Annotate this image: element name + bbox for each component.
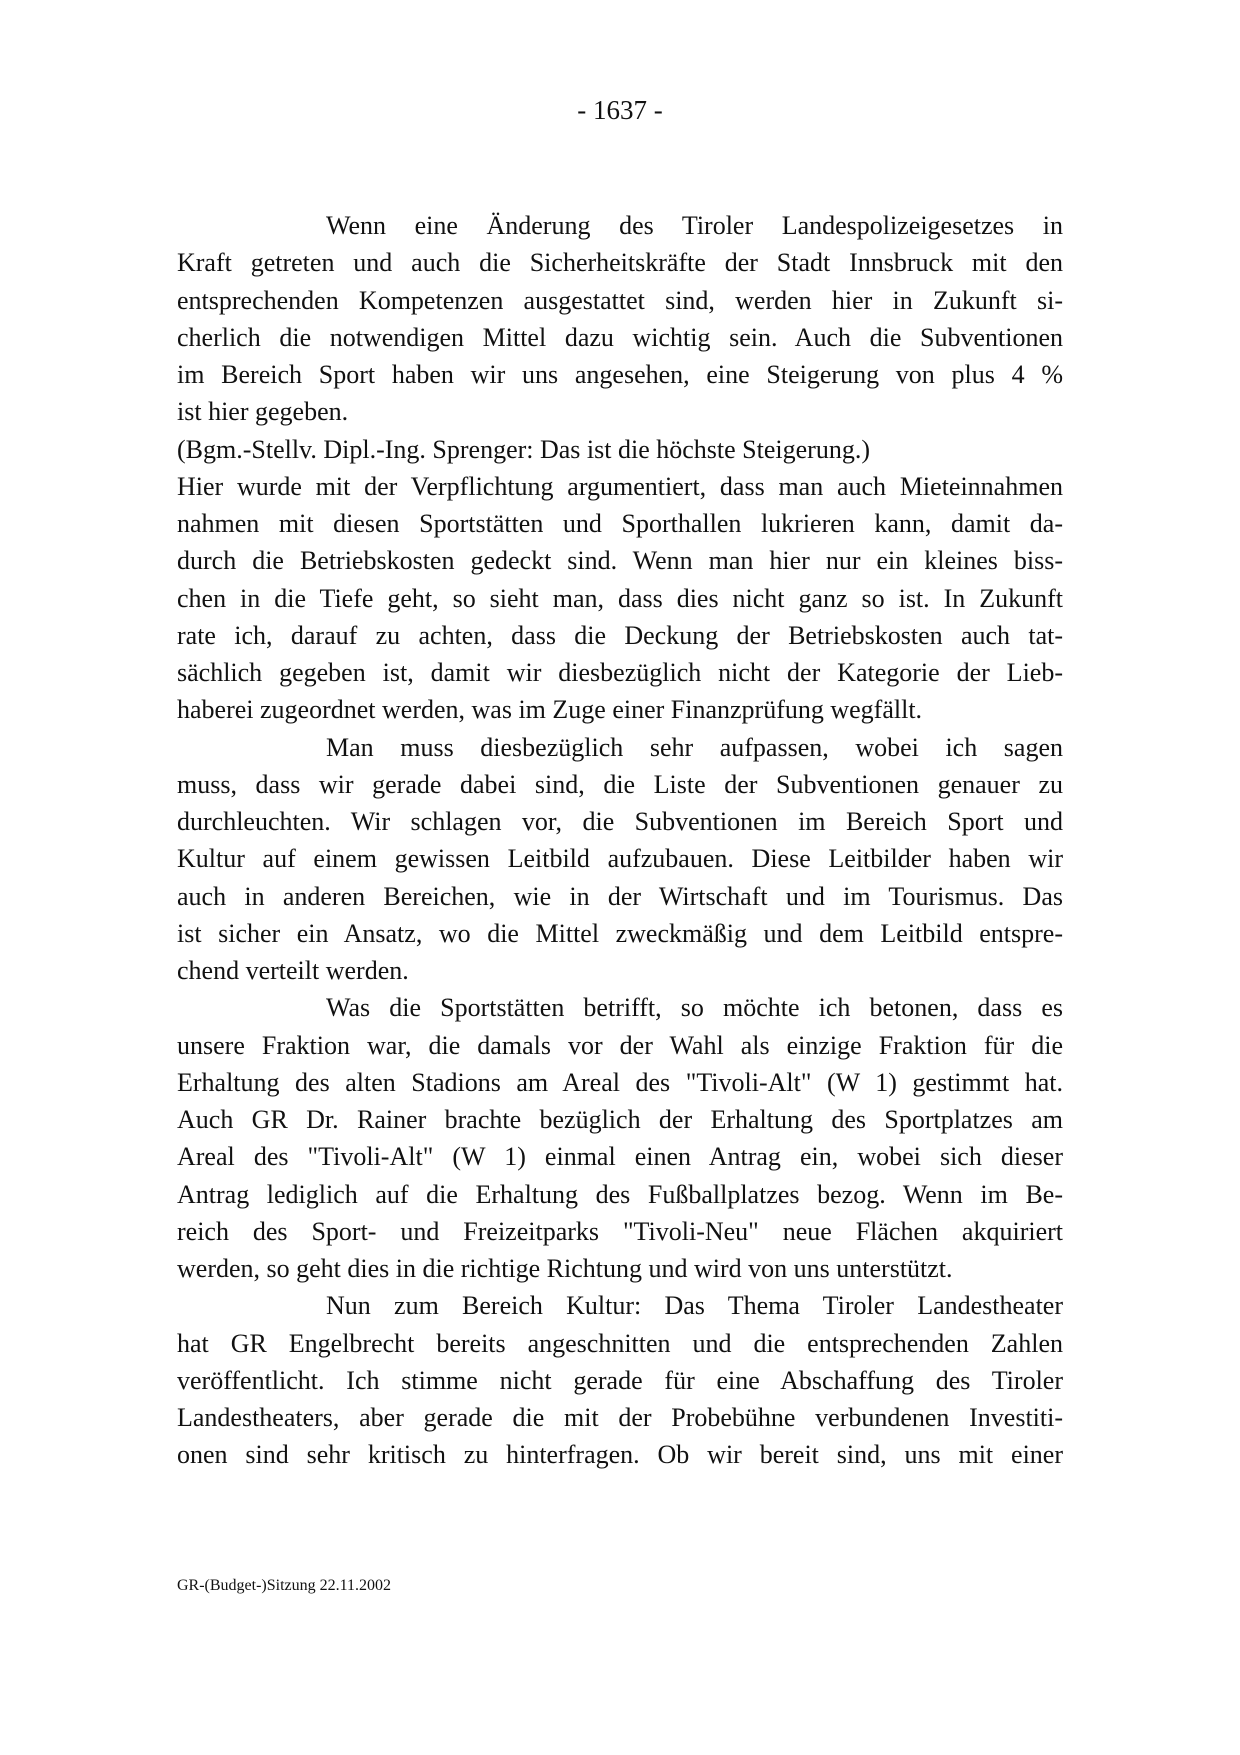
- text-line: sächlich gegeben ist, damit wir diesbezüglich nicht der Kategorie der Lieb-: [177, 658, 1063, 687]
- text-line: Hier wurde mit der Verpflichtung argumentiert, dass man auch Mieteinnahmen: [177, 471, 1063, 501]
- text-line: entsprechenden Kompetenzen ausgestattet sind, werden hier in Zukunft si-: [177, 285, 1063, 315]
- text-line: Kultur auf einem gewissen Leitbild aufzubauen. Diese Leitbilder haben wir: [177, 844, 1063, 874]
- text-line: nahmen mit diesen Sportstätten und Sporthallen lukrieren kann, damit da-: [177, 509, 1063, 538]
- text-line: muss, dass wir gerade dabei sind, die Liste der Subventionen genauer zu: [177, 769, 1063, 799]
- text-line: chend verteilt werden.: [177, 956, 409, 985]
- text-line: hat GR Engelbrecht bereits angeschnitten und die entsprechenden Zahlen: [177, 1328, 1063, 1358]
- text-line: veröffentlicht. Ich stimme nicht gerade für eine Abschaffung des Tiroler: [177, 1365, 1063, 1395]
- text-line: werden, so geht dies in die richtige Richtung und wird von uns unterstützt.: [177, 1254, 953, 1283]
- footer-session-info: GR-(Budget-)Sitzung 22.11.2002: [177, 1577, 392, 1594]
- text-line: Areal des "Tivoli-Alt" (W 1) einmal einen Antrag ein, wobei sich dieser: [177, 1142, 1063, 1172]
- text-line: rate ich, darauf zu achten, dass die Deckung der Betriebskosten auch tat-: [177, 620, 1063, 650]
- text-line: chen in die Tiefe geht, so sieht man, dass dies nicht ganz so ist. In Zukunft: [177, 583, 1063, 613]
- text-line: Kraft getreten und auch die Sicherheitskräfte der Stadt Innsbruck mit den: [177, 248, 1063, 278]
- text-line: unsere Fraktion war, die damals vor der Wahl als einzige Fraktion für die: [177, 1030, 1063, 1060]
- text-line: reich des Sport- und Freizeitparks "Tivoli-Neu" neue Flächen akquiriert: [177, 1216, 1063, 1246]
- text-line: Auch GR Dr. Rainer brachte bezüglich der Erhaltung des Sportplatzes am: [177, 1105, 1063, 1134]
- text-line: durchleuchten. Wir schlagen vor, die Subventionen im Bereich Sport und: [177, 807, 1063, 836]
- text-line: ist hier gegeben.: [177, 397, 349, 427]
- document-body: [177, 207, 1063, 1474]
- text-line: cherlich die notwendigen Mittel dazu wichtig sein. Auch die Subventionen: [177, 322, 1063, 352]
- text-line: Nun zum Bereich Kultur: Das Thema Tiroler Landestheater: [326, 1291, 1063, 1321]
- text-line: Man muss diesbezüglich sehr aufpassen, wobei ich sagen: [326, 732, 1063, 762]
- text-line: durch die Betriebskosten gedeckt sind. Wenn man hier nur ein kleines biss-: [177, 546, 1063, 576]
- text-line: ist sicher ein Ansatz, wo die Mittel zweckmäßig und dem Leitbild entspre-: [177, 918, 1063, 948]
- text-line: auch in anderen Bereichen, wie in der Wirtschaft und im Tourismus. Das: [177, 881, 1063, 911]
- text-line: Landestheaters, aber gerade die mit der Probebühne verbundenen Investiti-: [177, 1403, 1063, 1432]
- text-line: Erhaltung des alten Stadions am Areal des "Tivoli-Alt" (W 1) gestimmt hat.: [177, 1067, 1063, 1097]
- page-number: - 1637 -: [577, 95, 663, 125]
- text-line: im Bereich Sport haben wir uns angesehen, eine Steigerung von plus 4 %: [177, 360, 1063, 389]
- text-line: Was die Sportstätten betrifft, so möchte ich betonen, dass es: [326, 993, 1063, 1023]
- text-line: onen sind sehr kritisch zu hinterfragen. Ob wir bereit sind, uns mit einer: [177, 1440, 1063, 1470]
- text-line: (Bgm.-Stellv. Dipl.-Ing. Sprenger: Das ist die höchste Steigerung.): [177, 434, 870, 464]
- text-line: haberei zugeordnet werden, was im Zuge einer Finanzprüfung wegfällt.: [177, 695, 923, 725]
- text-line: Wenn eine Änderung des Tiroler Landespolizeigesetzes in: [326, 211, 1063, 240]
- text-line: Antrag lediglich auf die Erhaltung des Fußballplatzes bezog. Wenn im Be-: [177, 1179, 1063, 1209]
